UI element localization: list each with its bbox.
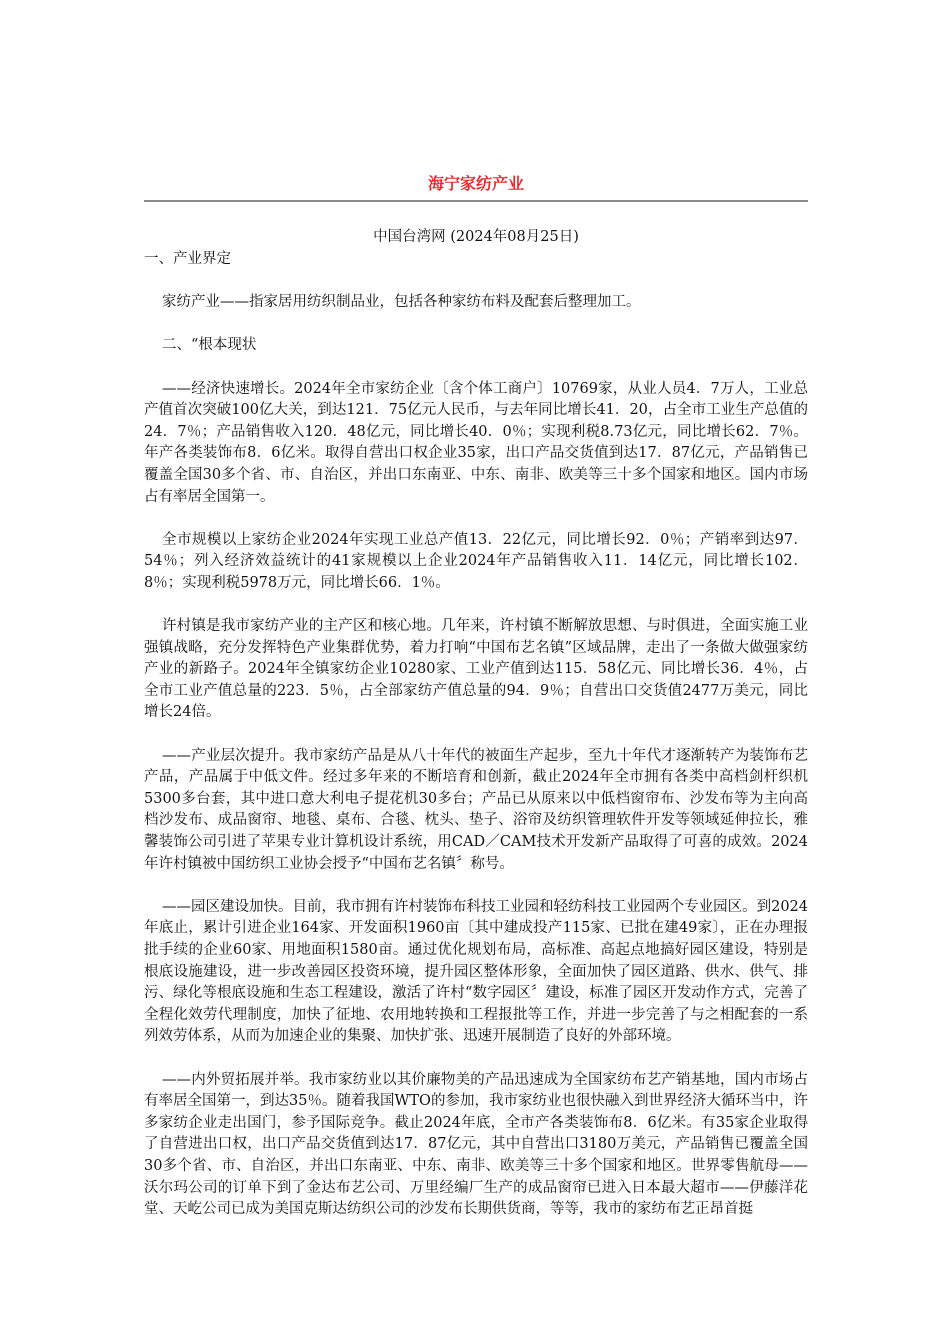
document-body [144, 249, 808, 1242]
paragraph: 全市规模以上家纺企业2024年实现工业总产值13．22亿元，同比增长92．0％；产销率到达97．54％；列入经济效益统计的41家规模以上企业2024年产品销售收入11．14亿元，同比增长102．8％；实现利税5978万元，同比增长66．1％。 [144, 531, 808, 591]
title-divider [144, 200, 808, 202]
paragraph: ——产业层次提升。我市家纺产品是从八十年代的被面生产起步，至九十年代才逐渐转产为装饰布艺产品，产品属于中低文件。经过多年来的不断培育和创新，截止2024年全市拥有各类中高档剑杆织机5300多台套，其中进口意大利电子提花机30多台；产品已从原来以中低档窗帘布、沙发布等为主向高档沙发布、成品窗帘、地毯、桌布、合毯、枕头、垫子、浴帘及纺织管理软件开发等领域延伸拉长，雅馨装饰公司引进了苹果专业计算机设计系统，用CAD／CAM技术开发新产品取得了可喜的成效。2024年许村镇被中国纺织工业协会授予“中国布艺名镇〞称号。 [144, 747, 808, 872]
section-heading: 一、产业界定 [144, 251, 231, 267]
document-title: 海宁家纺产业 [427, 174, 524, 193]
paragraph: 许村镇是我市家纺产业的主产区和核心地。几年来，许村镇不断解放思想、与时俱进，全面实施工业强镇战略，充分发挥特色产业集群优势，着力打响“中国布艺名镇”区域品牌，走出了一条做大做强家纺产业的新路子。2024年全镇家纺企业10280家、工业产值到达115．58亿元、同比增长36．4％，占全市工业产值总量的223．5％，占全部家纺产值总量的94．9％；自营出口交货值2477万美元，同比增长24倍。 [144, 618, 808, 721]
section-heading: 二、“根本现状 [162, 337, 257, 354]
paragraph: 家纺产业——指家居用纺织制品业，包括各种家纺布料及配套后整理加工。 [162, 294, 641, 311]
source-line: 中国台湾网 (2024年08月25日) [373, 229, 579, 245]
paragraph: ——园区建设加快。目前，我市拥有许村装饰布科技工业园和轻纺科技工业园两个专业园区。到2024年底止，累计引进企业164家、开发面积1960亩〔其中建成投产115家、已批在建49家〕，正在办理报批手续的企业60家、用地面积1580亩。通过优化规划布局，高标准、高起点地搞好园区建设，特别是根底设施建设，进一步改善园区投资环境，提升园区整体形象，全面加快了园区道路、供水、供气、排污、绿化等根底设施和生态工程建设，激活了许村“数字园区〞建设，标准了园区开发动作方式，完善了全程化效劳代理制度，加快了征地、农用地转换和工程报批等工作，并进一步完善了与之相配套的一系列效劳体系，从而为加速企业的集聚、加快扩张、迅速开展制造了良好的外部环境。 [144, 898, 808, 1045]
paragraph: ——经济快速增长。2024年全市家纺企业〔含个体工商户〕10769家，从业人员4．7万人，工业总产值首次突破100亿大关，到达121．75亿元人民币，与去年同比增长41．20，占全市工业生产总值的24．7％；产品销售收入120．48亿元，同比增长40．0％；实现利税8.73亿元，同比增长62．7％。年产各类装饰布8．6亿米。取得自营出口权企业35家，出口产品交货值到达17．87亿元，产品销售已覆盖全国30多个省、市、自治区，并出口东南亚、中东、南非、欧美等三十多个国家和地区。国内市场占有率居全国第一。 [144, 380, 808, 505]
paragraph: ——内外贸拓展并举。我市家纺业以其价廉物美的产品迅速成为全国家纺布艺产销基地，国内市场占有率居全国第一，到达35％。随着我国WTO的参加，我市家纺业也很快融入到世界经济大循环当中，许多家纺企业走出国门，参予国际竞争。截止2024年底，全市产各类装饰布8．6亿米。有35家企业取得了自营进出口权，出口产品交货值到达17．87亿元，其中自营出口3180万美元，产品销售已覆盖全国30多个省、市、自治区，并出口东南亚、中东、南非、欧美等三十多个国家和地区。世界零售航母——沃尔玛公司的订单下到了金达布艺公司、万里经编厂生产的成品窗帘已进入日本最大超市——伊藤洋花堂、天屹公司已成为美国克斯达纺织公司的沙发布长期供货商，等等，我市的家纺布艺正昂首挺 [144, 1071, 808, 1218]
